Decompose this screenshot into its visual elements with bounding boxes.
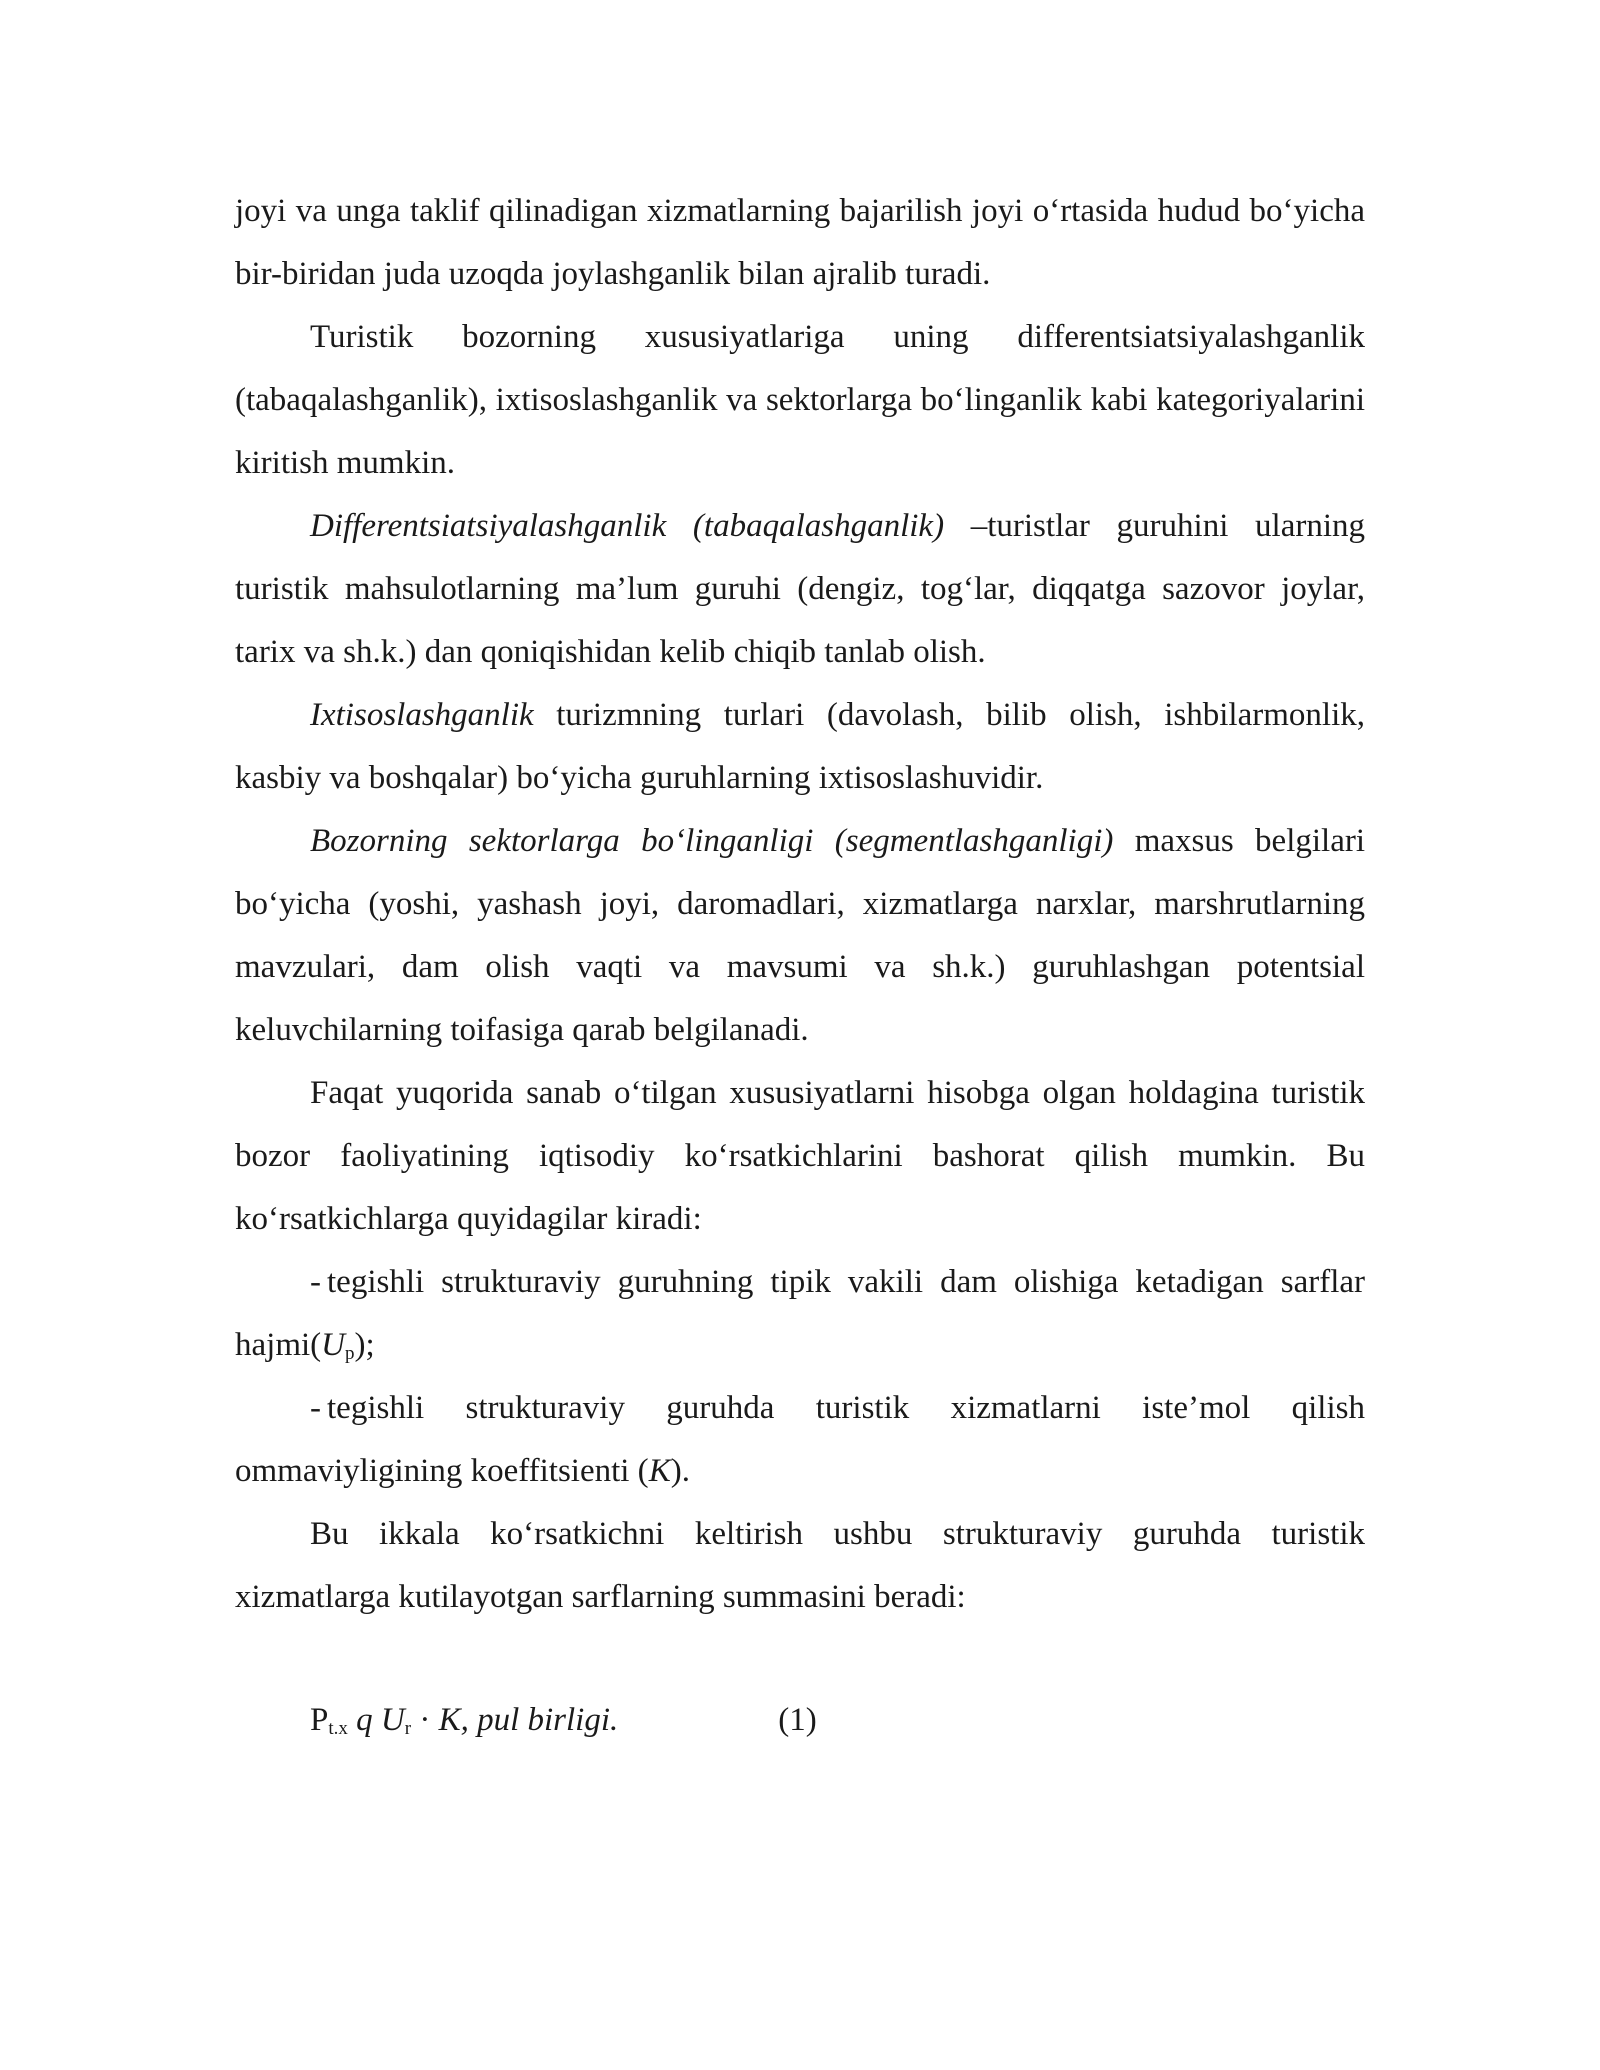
variable-u-subscript: p	[345, 1343, 355, 1364]
formula-p-subscript: t.x	[328, 1718, 348, 1739]
list-item-2-text: tegishli strukturaviy guruhda turistik xizmatlarni iste’mol qilish ommaviyligining koeffitsienti (	[235, 1390, 1365, 1489]
paragraph-5-text: maxsus belgilari bo‘yicha (yoshi, yashash joyi, daromadlari, xizmatlarga narxlar, marshrutlarning mavzulari, dam olish vaqti va mavsumi va sh.k.) guruhlashgan potentsial keluvchilarning toifasiga qarab belgilanadi.	[235, 823, 1365, 1048]
list-item-1	[235, 1251, 1365, 1377]
paragraph-6-text: Faqat yuqorida sanab o‘tilgan xususiyatlarni hisobga olgan holdagina turistik bozor faoliyatining iqtisodiy ko‘rsatkichlarini bashorat qilish mumkin. Bu ko‘rsatkichlarga quyidagilar kiradi:	[235, 1075, 1365, 1237]
term-ixtisoslashganlik: Ixtisoslashganlik	[310, 697, 534, 733]
paragraph-3	[235, 495, 1365, 684]
list-item-2-end: ).	[670, 1453, 690, 1489]
formula-dot: ·	[411, 1702, 439, 1738]
paragraph-4	[235, 684, 1365, 810]
variable-k: K	[648, 1453, 671, 1489]
formula-number: (1)	[778, 1702, 817, 1738]
paragraph-5	[235, 810, 1365, 1062]
list-item-1-text: tegishli strukturaviy guruhning tipik vakili dam olishiga ketadigan sarflar hajmi(	[235, 1264, 1365, 1363]
variable-u: U	[321, 1327, 345, 1363]
formula-u-subscript: r	[404, 1718, 412, 1739]
paragraph-1	[235, 180, 1365, 306]
formula-1	[235, 1689, 1365, 1752]
list-item-1-end: );	[354, 1327, 375, 1363]
paragraph-1-text: joyi va unga taklif qilinadigan xizmatlarning bajarilish joyi o‘rtasida hudud bo‘yicha bir-biridan juda uzoqda joylashganlik bilan ajralib turadi.	[235, 193, 1365, 292]
list-item-2	[235, 1377, 1365, 1503]
paragraph-4-text: turizmning turlari (davolash, bilib olish, ishbilarmonlik, kasbiy va boshqalar) bo‘yicha guruhlarning ixtisoslashuvidir.	[235, 697, 1365, 796]
formula-rest: K, pul birligi.	[438, 1702, 619, 1738]
paragraph-9	[235, 1503, 1365, 1629]
term-differentsiatsiyalashganlik: Differentsiatsiyalashganlik (tabaqalashganlik)	[310, 508, 945, 544]
formula-q: q	[347, 1702, 381, 1738]
term-segmentlashganlik: Bozorning sektorlarga bo‘linganligi (segmentlashganligi)	[310, 823, 1114, 859]
paragraph-6	[235, 1062, 1365, 1251]
formula-p: P	[310, 1702, 329, 1738]
formula-u: U	[380, 1702, 405, 1738]
list-dash: -	[310, 1264, 321, 1300]
document-page	[235, 180, 1365, 1752]
paragraph-2	[235, 306, 1365, 495]
paragraph-9-text: Bu ikkala ko‘rsatkichni keltirish ushbu strukturaviy guruhda turistik xizmatlarga kutilayotgan sarflarning summasini beradi:	[235, 1516, 1365, 1615]
paragraph-3-text: –turistlar guruhini ularning turistik mahsulotlarning ma’lum guruhi (dengiz, tog‘lar, diqqatga sazovor joylar, tarix va sh.k.) dan qoniqishidan kelib chiqib tanlab olish.	[235, 508, 1365, 670]
paragraph-2-text: Turistik bozorning xususiyatlariga uning differentsiatsiyalashganlik (tabaqalashganlik), ixtisoslashganlik va sektorlarga bo‘linganlik kabi kategoriyalarini kiritish mumkin.	[235, 319, 1365, 481]
list-dash: -	[310, 1390, 321, 1426]
